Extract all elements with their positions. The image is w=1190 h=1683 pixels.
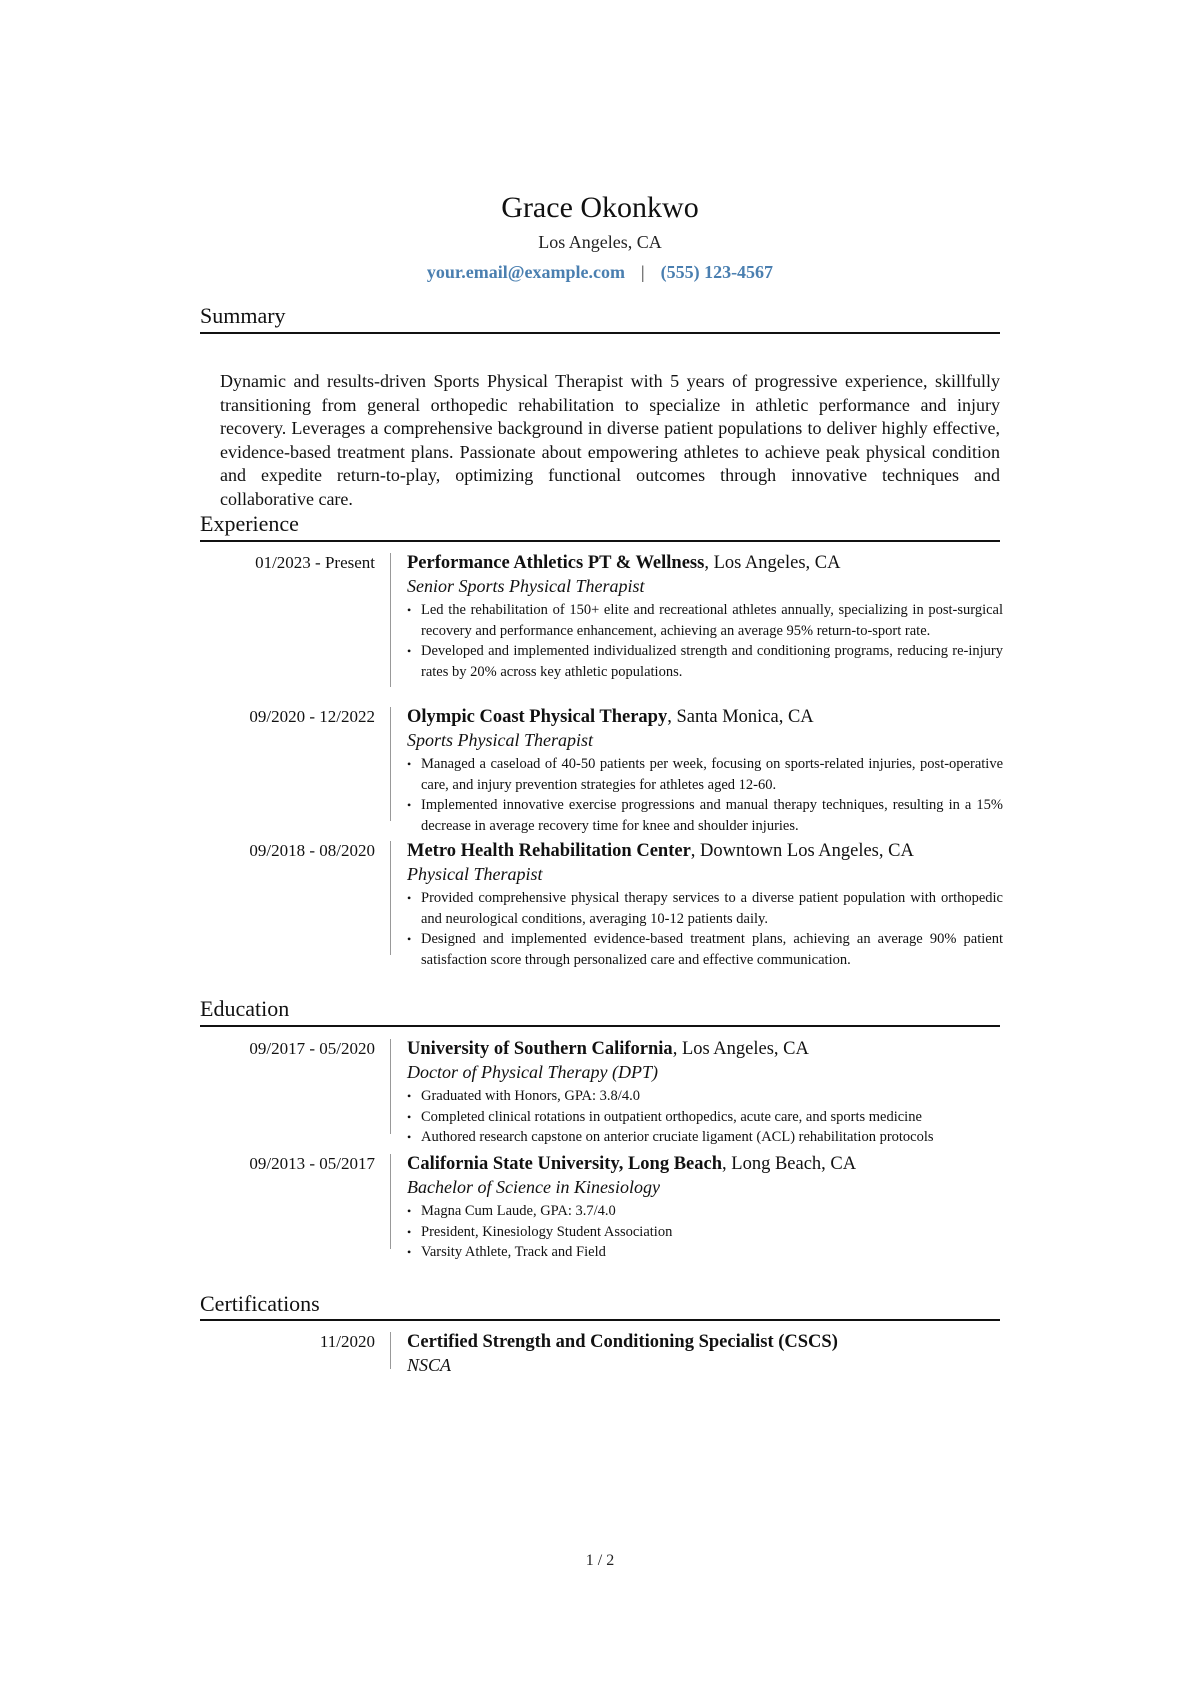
bullet-item: • Graduated with Honors, GPA: 3.8/4.0	[407, 1086, 1003, 1107]
entry-date: 09/2020 - 12/2022	[249, 707, 375, 726]
entry-bullets	[407, 754, 1003, 836]
certification-name: Certified Strength and Conditioning Specialist (CSCS)	[407, 1332, 838, 1352]
entry-organization	[407, 705, 1003, 729]
entry-role: Doctor of Physical Therapy (DPT)	[407, 1062, 658, 1082]
bullet-item: • Completed clinical rotations in outpatient orthopedics, acute care, and sports medicine	[407, 1107, 1003, 1128]
entry-organization	[407, 1037, 1003, 1061]
entry-body	[407, 551, 1003, 682]
timeline-line	[390, 1039, 391, 1134]
experience-rule	[200, 540, 1000, 542]
bullet-item: • Managed a caseload of 40-50 patients per week, focusing on sports-related injuries, post-operative care, and injury prevention strategies for athletes aged 12-60.	[407, 754, 1003, 795]
resume-page	[200, 0, 1003, 1683]
candidate-name: Grace Okonkwo	[501, 191, 699, 224]
organization-location: , Santa Monica, CA	[667, 707, 814, 727]
summary-heading: Summary	[200, 303, 286, 328]
entry-bullets	[407, 600, 1003, 682]
entry-bullets	[407, 888, 1003, 970]
entry-role: Senior Sports Physical Therapist	[407, 576, 645, 596]
entry-date: 09/2018 - 08/2020	[249, 841, 375, 860]
timeline-line	[390, 707, 391, 821]
organization-location: , Long Beach, CA	[722, 1154, 857, 1174]
timeline-line	[390, 1154, 391, 1249]
experience-heading: Experience	[200, 511, 299, 536]
candidate-location: Los Angeles, CA	[538, 232, 662, 252]
bullet-item: • Provided comprehensive physical therapy services to a diverse patient population with orthopedic and neurological conditions, averaging 10-12 patients daily.	[407, 888, 1003, 929]
bullet-item: • Designed and implemented evidence-based treatment plans, achieving an average 90% patient satisfaction score through personalized care and effective communication.	[407, 929, 1003, 970]
entry-organization	[407, 1152, 1003, 1176]
entry-body	[407, 1330, 1003, 1377]
contact-separator: |	[640, 262, 645, 282]
bullet-item: • Led the rehabilitation of 150+ elite and recreational athletes annually, specializing in post-surgical recovery and performance enhancement, achieving an average 95% return-to-sport rate.	[407, 600, 1003, 641]
contact-line	[200, 260, 1000, 284]
organization-name: University of Southern California	[407, 1039, 673, 1059]
certifications-heading: Certifications	[200, 1291, 320, 1316]
bullet-item: • Developed and implemented individualized strength and conditioning programs, reducing re-injury rates by 20% across key athletic populations.	[407, 641, 1003, 682]
entry-date: 09/2017 - 05/2020	[249, 1039, 375, 1058]
page-number: 1 / 2	[585, 1552, 615, 1569]
summary-rule	[200, 332, 1000, 334]
resume-header	[200, 190, 1000, 284]
bullet-item: • Authored research capstone on anterior cruciate ligament (ACL) rehabilitation protocols	[407, 1127, 1003, 1148]
entry-bullets	[407, 1201, 1003, 1263]
entry-body	[407, 839, 1003, 970]
entry-role: Bachelor of Science in Kinesiology	[407, 1177, 660, 1197]
education-heading: Education	[200, 996, 290, 1021]
timeline-line	[390, 841, 391, 955]
entry-organization	[407, 1330, 1003, 1354]
bullet-item: • Varsity Athlete, Track and Field	[407, 1242, 1003, 1263]
organization-name: Metro Health Rehabilitation Center	[407, 841, 691, 861]
organization-name: Olympic Coast Physical Therapy	[407, 707, 668, 727]
organization-name: California State University, Long Beach	[407, 1154, 723, 1174]
phone-link[interactable]: (555) 123-4567	[660, 262, 774, 282]
entry-date: 11/2020	[319, 1332, 375, 1351]
certification-issuer: NSCA	[407, 1355, 452, 1375]
bullet-item: • President, Kinesiology Student Association	[407, 1222, 1003, 1243]
education-rule	[200, 1025, 1000, 1027]
organization-name: Performance Athletics PT & Wellness	[407, 553, 705, 573]
entry-role: Sports Physical Therapist	[407, 730, 594, 750]
entry-body	[407, 1152, 1003, 1263]
summary-text: Dynamic and results-driven Sports Physical Therapist with 5 years of progressive experience, skillfully transitioning from general orthopedic rehabilitation to specialize in athletic performance and injury recovery. Leverages a comprehensive background in diverse patient populations to deliver highly effective, evidence-based treatment plans. Passionate about empowering athletes to achieve peak physical condition and expedite return-to-play, optimizing functional outcomes through innovative techniques and collaborative care.	[220, 371, 1000, 509]
organization-location: , Los Angeles, CA	[704, 553, 841, 573]
entry-bullets	[407, 1086, 1003, 1148]
entry-body	[407, 1037, 1003, 1148]
entry-date: 09/2013 - 05/2017	[249, 1154, 375, 1173]
timeline-line	[390, 553, 391, 687]
entry-role: Physical Therapist	[407, 864, 543, 884]
organization-location: , Downtown Los Angeles, CA	[690, 841, 914, 861]
entry-date: 01/2023 - Present	[255, 553, 375, 572]
certifications-rule	[200, 1319, 1000, 1321]
timeline-line	[390, 1332, 391, 1369]
entry-organization	[407, 839, 1003, 863]
bullet-item: • Magna Cum Laude, GPA: 3.7/4.0	[407, 1201, 1003, 1222]
organization-location: , Los Angeles, CA	[672, 1039, 809, 1059]
bullet-item: • Implemented innovative exercise progressions and manual therapy techniques, resulting in a 15% decrease in average recovery time for knee and shoulder injuries.	[407, 795, 1003, 836]
email-link[interactable]: your.email@example.com	[426, 262, 625, 282]
entry-body	[407, 705, 1003, 836]
entry-organization	[407, 551, 1003, 575]
